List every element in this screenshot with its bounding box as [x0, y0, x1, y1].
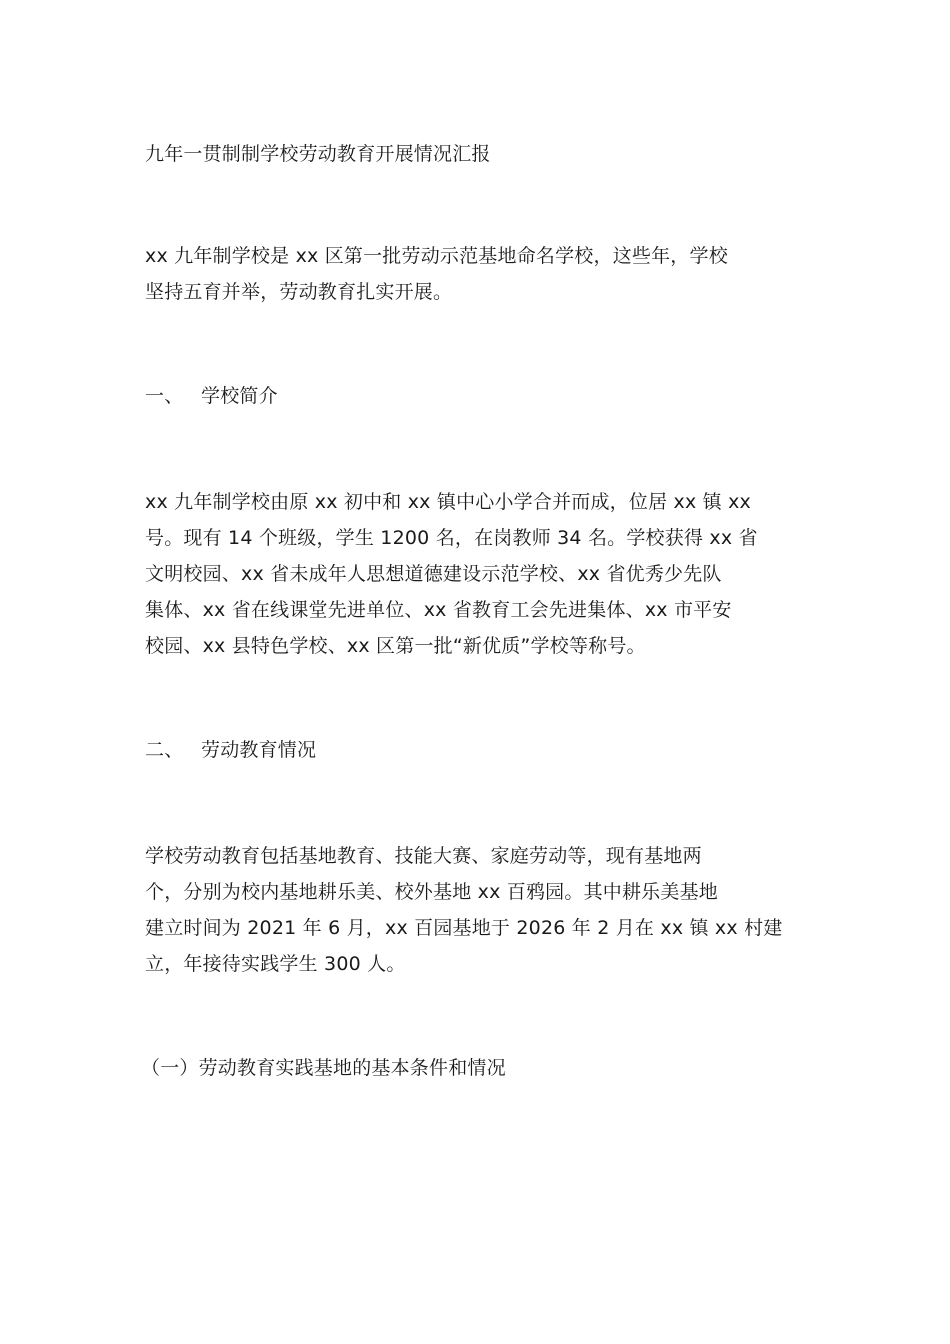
intro-paragraph [145, 238, 810, 310]
labor-education-paragraph [145, 838, 810, 982]
paragraph-line: 校园、xx 县特色学校、xx 区第一批“新优质”学校等称号。 [145, 635, 646, 657]
intro-line: xx 九年制学校是 xx 区第一批劳动示范基地命名学校，这些年，学校 [145, 245, 728, 267]
document-body [141, 136, 810, 1086]
paragraph-line: xx 九年制学校由原 xx 初中和 xx 镇中心小学合并而成，位居 xx 镇 xx [145, 491, 751, 513]
paragraph-line: 个，分别为校内基地耕乐美、校外基地 xx 百鸦园。其中耕乐美基地 [145, 881, 718, 903]
paragraph-line: 号。现有 14 个班级，学生 1200 名，在岗教师 34 名。学校获得 xx 省 [145, 527, 758, 549]
paragraph-line: 集体、xx 省在线课堂先进单位、xx 省教育工会先进集体、xx 市平安 [145, 599, 732, 621]
paragraph-line: 建立时间为 2021 年 6 月，xx 百园基地于 2026 年 2 月在 xx 镇 xx 村建 [145, 917, 783, 939]
paragraph-line: 文明校园、xx 省未成年人思想道德建设示范学校、xx 省优秀少先队 [145, 563, 722, 585]
section-heading-1 [145, 378, 810, 414]
intro-line: 坚持五育并举，劳动教育扎实开展。 [145, 281, 453, 303]
section-heading-2 [145, 732, 810, 768]
section-title: 学校简介 [201, 385, 278, 407]
paragraph-line: 学校劳动教育包括基地教育、技能大赛、家庭劳动等，现有基地两 [145, 845, 702, 867]
school-intro-paragraph [145, 484, 810, 664]
document-title: 九年一贯制制学校劳动教育开展情况汇报 [145, 143, 491, 165]
section-number: 二、 [145, 739, 184, 761]
section-title: 劳动教育情况 [201, 739, 317, 761]
section-number: 一、 [145, 385, 184, 407]
paragraph-line: 立，年接待实践学生 300 人。 [145, 953, 406, 975]
subsection-heading: （一）劳动教育实践基地的基本条件和情况 [141, 1057, 506, 1079]
